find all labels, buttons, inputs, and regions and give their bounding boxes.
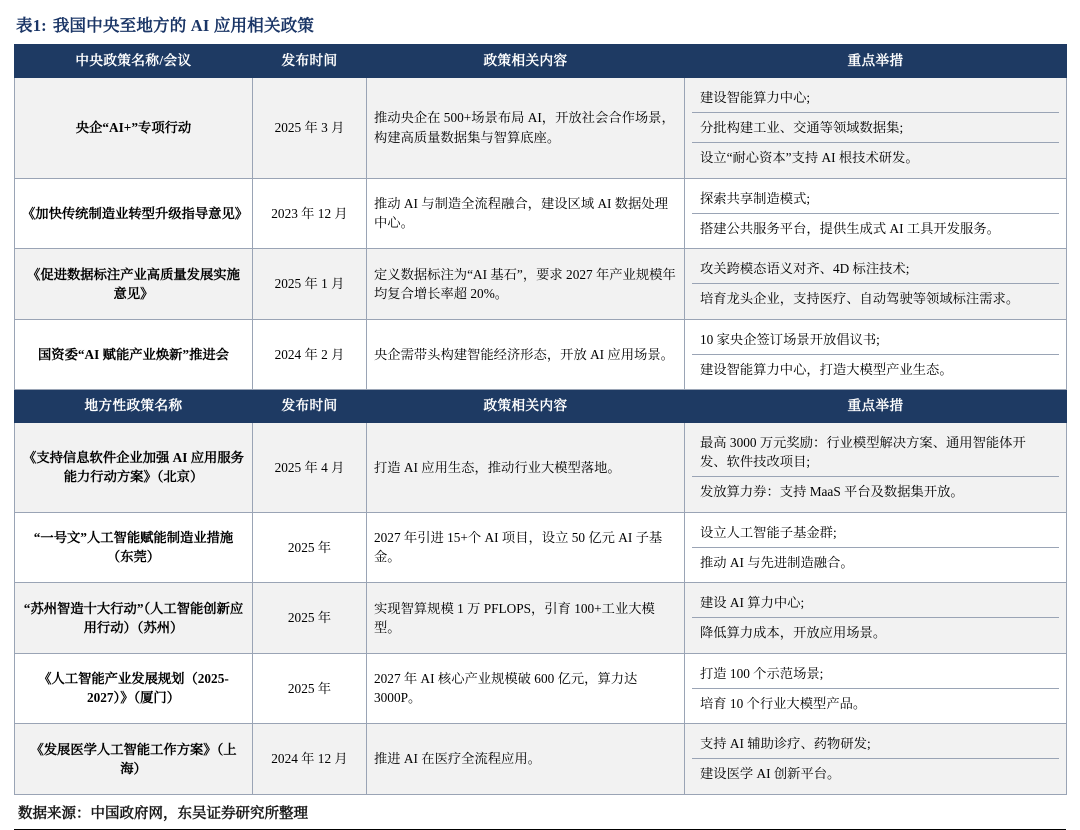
policy-content: 实现智算规模 1 万 PFLOPS，引育 100+工业大模型。 [367, 583, 685, 654]
measure-item: 建设医学 AI 创新平台。 [692, 759, 1059, 788]
header-local-date: 发布时间 [253, 390, 367, 423]
policy-date: 2025 年 [253, 512, 367, 583]
policy-date: 2025 年 4 月 [253, 422, 367, 512]
table-row [15, 178, 1067, 249]
policy-date: 2025 年 [253, 583, 367, 654]
table-row [15, 77, 1067, 178]
measure-item: 最高 3000 万元奖励：行业模型解决方案、通用智能体开发、软件技改项目; [692, 428, 1059, 478]
measure-item: 降低算力成本，开放应用场景。 [692, 618, 1059, 647]
policy-content: 2027 年 AI 核心产业规模破 600 亿元，算力达 3000P。 [367, 653, 685, 724]
policy-measures [685, 77, 1067, 178]
policy-measures [685, 319, 1067, 390]
measure-item: 设立“耐心资本”支持 AI 根技术研发。 [692, 143, 1059, 172]
policy-content: 推进 AI 在医疗全流程应用。 [367, 724, 685, 795]
table-row [15, 249, 1067, 320]
measure-item: 攻关跨模态语义对齐、4D 标注技术; [692, 254, 1059, 284]
policy-name: 《加快传统制造业转型升级指导意见》 [15, 178, 253, 249]
measure-item: 分批构建工业、交通等领域数据集; [692, 113, 1059, 143]
policy-measures [685, 583, 1067, 654]
policy-date: 2024 年 2 月 [253, 319, 367, 390]
header-local-content: 政策相关内容 [367, 390, 685, 423]
central-header-row [15, 45, 1067, 78]
table-row [15, 512, 1067, 583]
measure-item: 培育龙头企业，支持医疗、自动驾驶等领域标注需求。 [692, 284, 1059, 313]
policy-measures [685, 422, 1067, 512]
measure-item: 设立人工智能子基金群; [692, 518, 1059, 548]
policy-measures [685, 249, 1067, 320]
policy-measures [685, 178, 1067, 249]
policy-date: 2025 年 [253, 653, 367, 724]
policy-measures [685, 653, 1067, 724]
header-local-name: 地方性政策名称 [15, 390, 253, 423]
header-local-measures: 重点举措 [685, 390, 1067, 423]
measure-item: 10 家央企签订场景开放倡议书; [692, 325, 1059, 355]
policy-table [14, 44, 1067, 795]
policy-content: 央企需带头构建智能经济形态，开放 AI 应用场景。 [367, 319, 685, 390]
policy-date: 2024 年 12 月 [253, 724, 367, 795]
policy-measures [685, 724, 1067, 795]
policy-measures [685, 512, 1067, 583]
measure-item: 打造 100 个示范场景; [692, 659, 1059, 689]
policy-name: 《支持信息软件企业加强 AI 应用服务能力行动方案》（北京） [15, 422, 253, 512]
policy-name: 《发展医学人工智能工作方案》（上海） [15, 724, 253, 795]
policy-content: 2027 年引进 15+个 AI 项目，设立 50 亿元 AI 子基金。 [367, 512, 685, 583]
table-row [15, 319, 1067, 390]
policy-date: 2025 年 1 月 [253, 249, 367, 320]
table-row [15, 724, 1067, 795]
measure-item: 搭建公共服务平台，提供生成式 AI 工具开发服务。 [700, 220, 1000, 236]
header-central-date: 发布时间 [253, 45, 367, 78]
header-central-measures: 重点举措 [685, 45, 1067, 78]
policy-content: 定义数据标注为“AI 基石”，要求 2027 年产业规模年均复合增长率超 20%。 [367, 249, 685, 320]
policy-date: 2025 年 3 月 [253, 77, 367, 178]
header-central-content: 政策相关内容 [367, 45, 685, 78]
table-caption [16, 12, 1066, 36]
header-central-name: 中央政策名称/会议 [15, 45, 253, 78]
caption-title: 我国中央至地方的 AI 应用相关政策 [52, 16, 315, 35]
source-note: 数据来源：中国政府网，东吴证券研究所整理 [18, 805, 308, 822]
measure-item: 建设智能算力中心，打造大模型产业生态。 [700, 361, 953, 377]
measure-item: 支持 AI 辅助诊疗、药物研发; [692, 729, 1059, 759]
policy-name: 《人工智能产业发展规划（2025-2027）》（厦门） [15, 653, 253, 724]
measure-item: 发放算力券：支持 MaaS 平台及数据集开放。 [692, 477, 1059, 506]
policy-name: 央企“AI+”专项行动 [15, 77, 253, 178]
measure-item: 建设 AI 算力中心; [692, 588, 1059, 618]
table-row [15, 422, 1067, 512]
policy-content: 打造 AI 应用生态，推动行业大模型落地。 [367, 422, 685, 512]
policy-date: 2023 年 12 月 [253, 178, 367, 249]
table-row [15, 653, 1067, 724]
policy-name: “苏州智造十大行动”（人工智能创新应用行动）（苏州） [15, 583, 253, 654]
policy-name: 国资委“AI 赋能产业焕新”推进会 [15, 319, 253, 390]
measure-item: 探索共享制造模式; [692, 184, 1059, 214]
policy-content: 推动 AI 与制造全流程融合，建设区域 AI 数据处理中心。 [367, 178, 685, 249]
table-row [15, 583, 1067, 654]
local-header-row [15, 390, 1067, 423]
measure-item: 推动 AI 与先进制造融合。 [700, 554, 854, 570]
measure-item: 培育 10 个行业大模型产品。 [700, 695, 867, 711]
policy-name: “一号文”人工智能赋能制造业措施（东莞） [15, 512, 253, 583]
policy-name: 《促进数据标注产业高质量发展实施意见》 [15, 249, 253, 320]
caption-number: 表1: [16, 16, 47, 35]
measure-item: 建设智能算力中心; [692, 83, 1059, 113]
policy-content: 推动央企在 500+场景布局 AI，开放社会合作场景，构建高质量数据集与智算底座。 [367, 77, 685, 178]
